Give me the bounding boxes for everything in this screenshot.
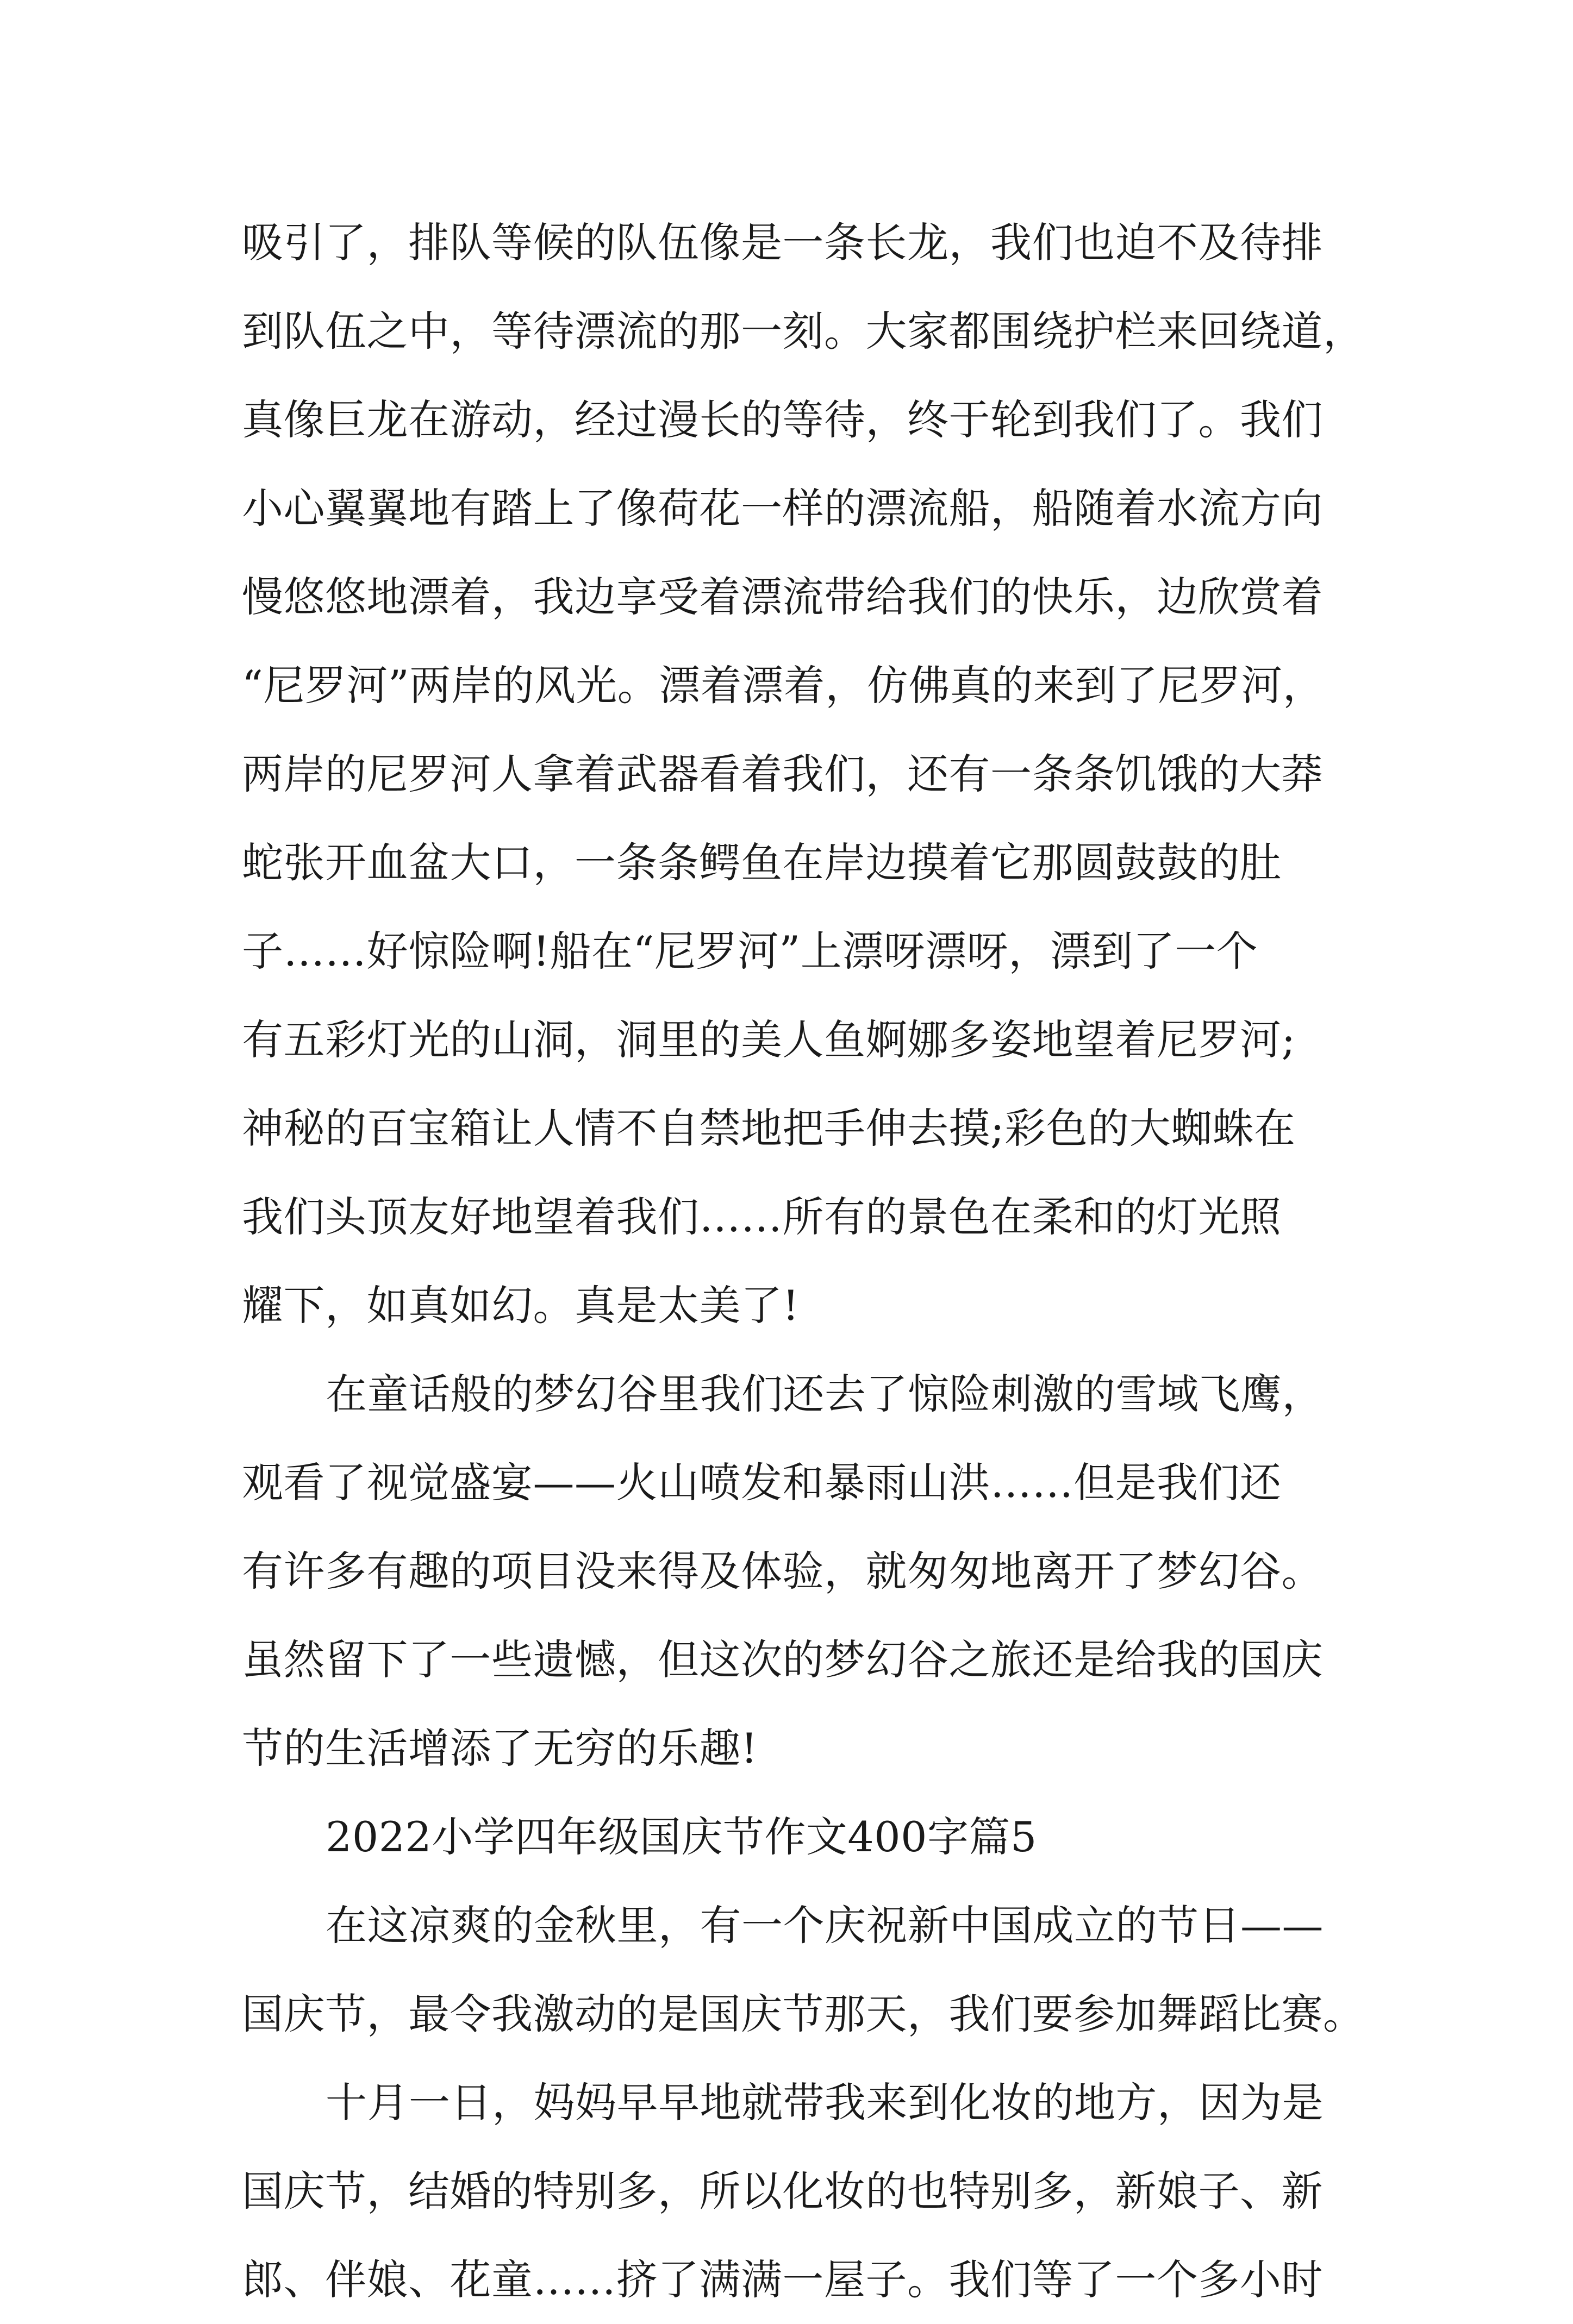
text-line: 在童话般的梦幻谷里我们还去了惊险刺激的雪域飞鹰， bbox=[326, 1370, 1324, 1418]
text-line: 有许多有趣的项目没来得及体验，就匆匆地离开了梦幻谷。 bbox=[242, 1547, 1323, 1595]
text-line: 虽然留下了一些遗憾，但这次的梦幻谷之旅还是给我的国庆 bbox=[242, 1636, 1323, 1684]
text-line: 子……好惊险啊!船在“尼罗河”上漂呀漂呀，漂到了一个 bbox=[242, 927, 1258, 975]
text-line: 节的生活增添了无穷的乐趣! bbox=[242, 1724, 758, 1772]
text-line: 到队伍之中，等待漂流的那一刻。大家都围绕护栏来回绕道， bbox=[242, 307, 1365, 355]
text-line: 观看了视觉盛宴——火山喷发和暴雨山洪……但是我们还 bbox=[242, 1458, 1282, 1507]
text-line: 国庆节，最令我激动的是国庆节那天，我们要参加舞蹈比赛。 bbox=[242, 1990, 1365, 2038]
text-line: 十月一日，妈妈早早地就带我来到化妆的地方，因为是 bbox=[326, 2078, 1324, 2127]
document-body bbox=[242, 198, 1365, 2324]
text-line: 有五彩灯光的山洞，洞里的美人鱼婀娜多姿地望着尼罗河; bbox=[242, 1016, 1296, 1064]
text-line: 2022小学四年级国庆节作文400字篇5 bbox=[326, 1813, 1037, 1861]
text-line: 在这凉爽的金秋里，有一个庆祝新中国成立的节日—— bbox=[326, 1901, 1324, 1950]
text-line: 小心翼翼地有踏上了像荷花一样的漂流船，船随着水流方向 bbox=[242, 484, 1323, 533]
text-line: “尼罗河”两岸的风光。漂着漂着，仿佛真的来到了尼罗河， bbox=[242, 661, 1325, 710]
text-line: 我们头顶友好地望着我们……所有的景色在柔和的灯光照 bbox=[242, 1193, 1282, 1241]
text-line: 吸引了，排队等候的队伍像是一条长龙，我们也迫不及待排 bbox=[242, 218, 1323, 267]
text-line: 两岸的尼罗河人拿着武器看着我们，还有一条条饥饿的大莽 bbox=[242, 750, 1323, 798]
text-line: 慢悠悠地漂着，我边享受着漂流带给我们的快乐，边欣赏着 bbox=[242, 573, 1323, 621]
text-line: 蛇张开血盆大口，一条条鳄鱼在岸边摸着它那圆鼓鼓的肚 bbox=[242, 838, 1282, 887]
text-line: 真像巨龙在游动，经过漫长的等待，终于轮到我们了。我们 bbox=[242, 396, 1323, 444]
text-line: 国庆节，结婚的特别多，所以化妆的也特别多，新娘子、新 bbox=[242, 2167, 1323, 2215]
text-line: 神秘的百宝箱让人情不自禁地把手伸去摸;彩色的大蜘蛛在 bbox=[242, 1104, 1296, 1152]
text-line: 耀下，如真如幻。真是太美了! bbox=[242, 1281, 800, 1330]
text-line: 郎、伴娘、花童……挤了满满一屋子。我们等了一个多小时 bbox=[242, 2256, 1323, 2304]
